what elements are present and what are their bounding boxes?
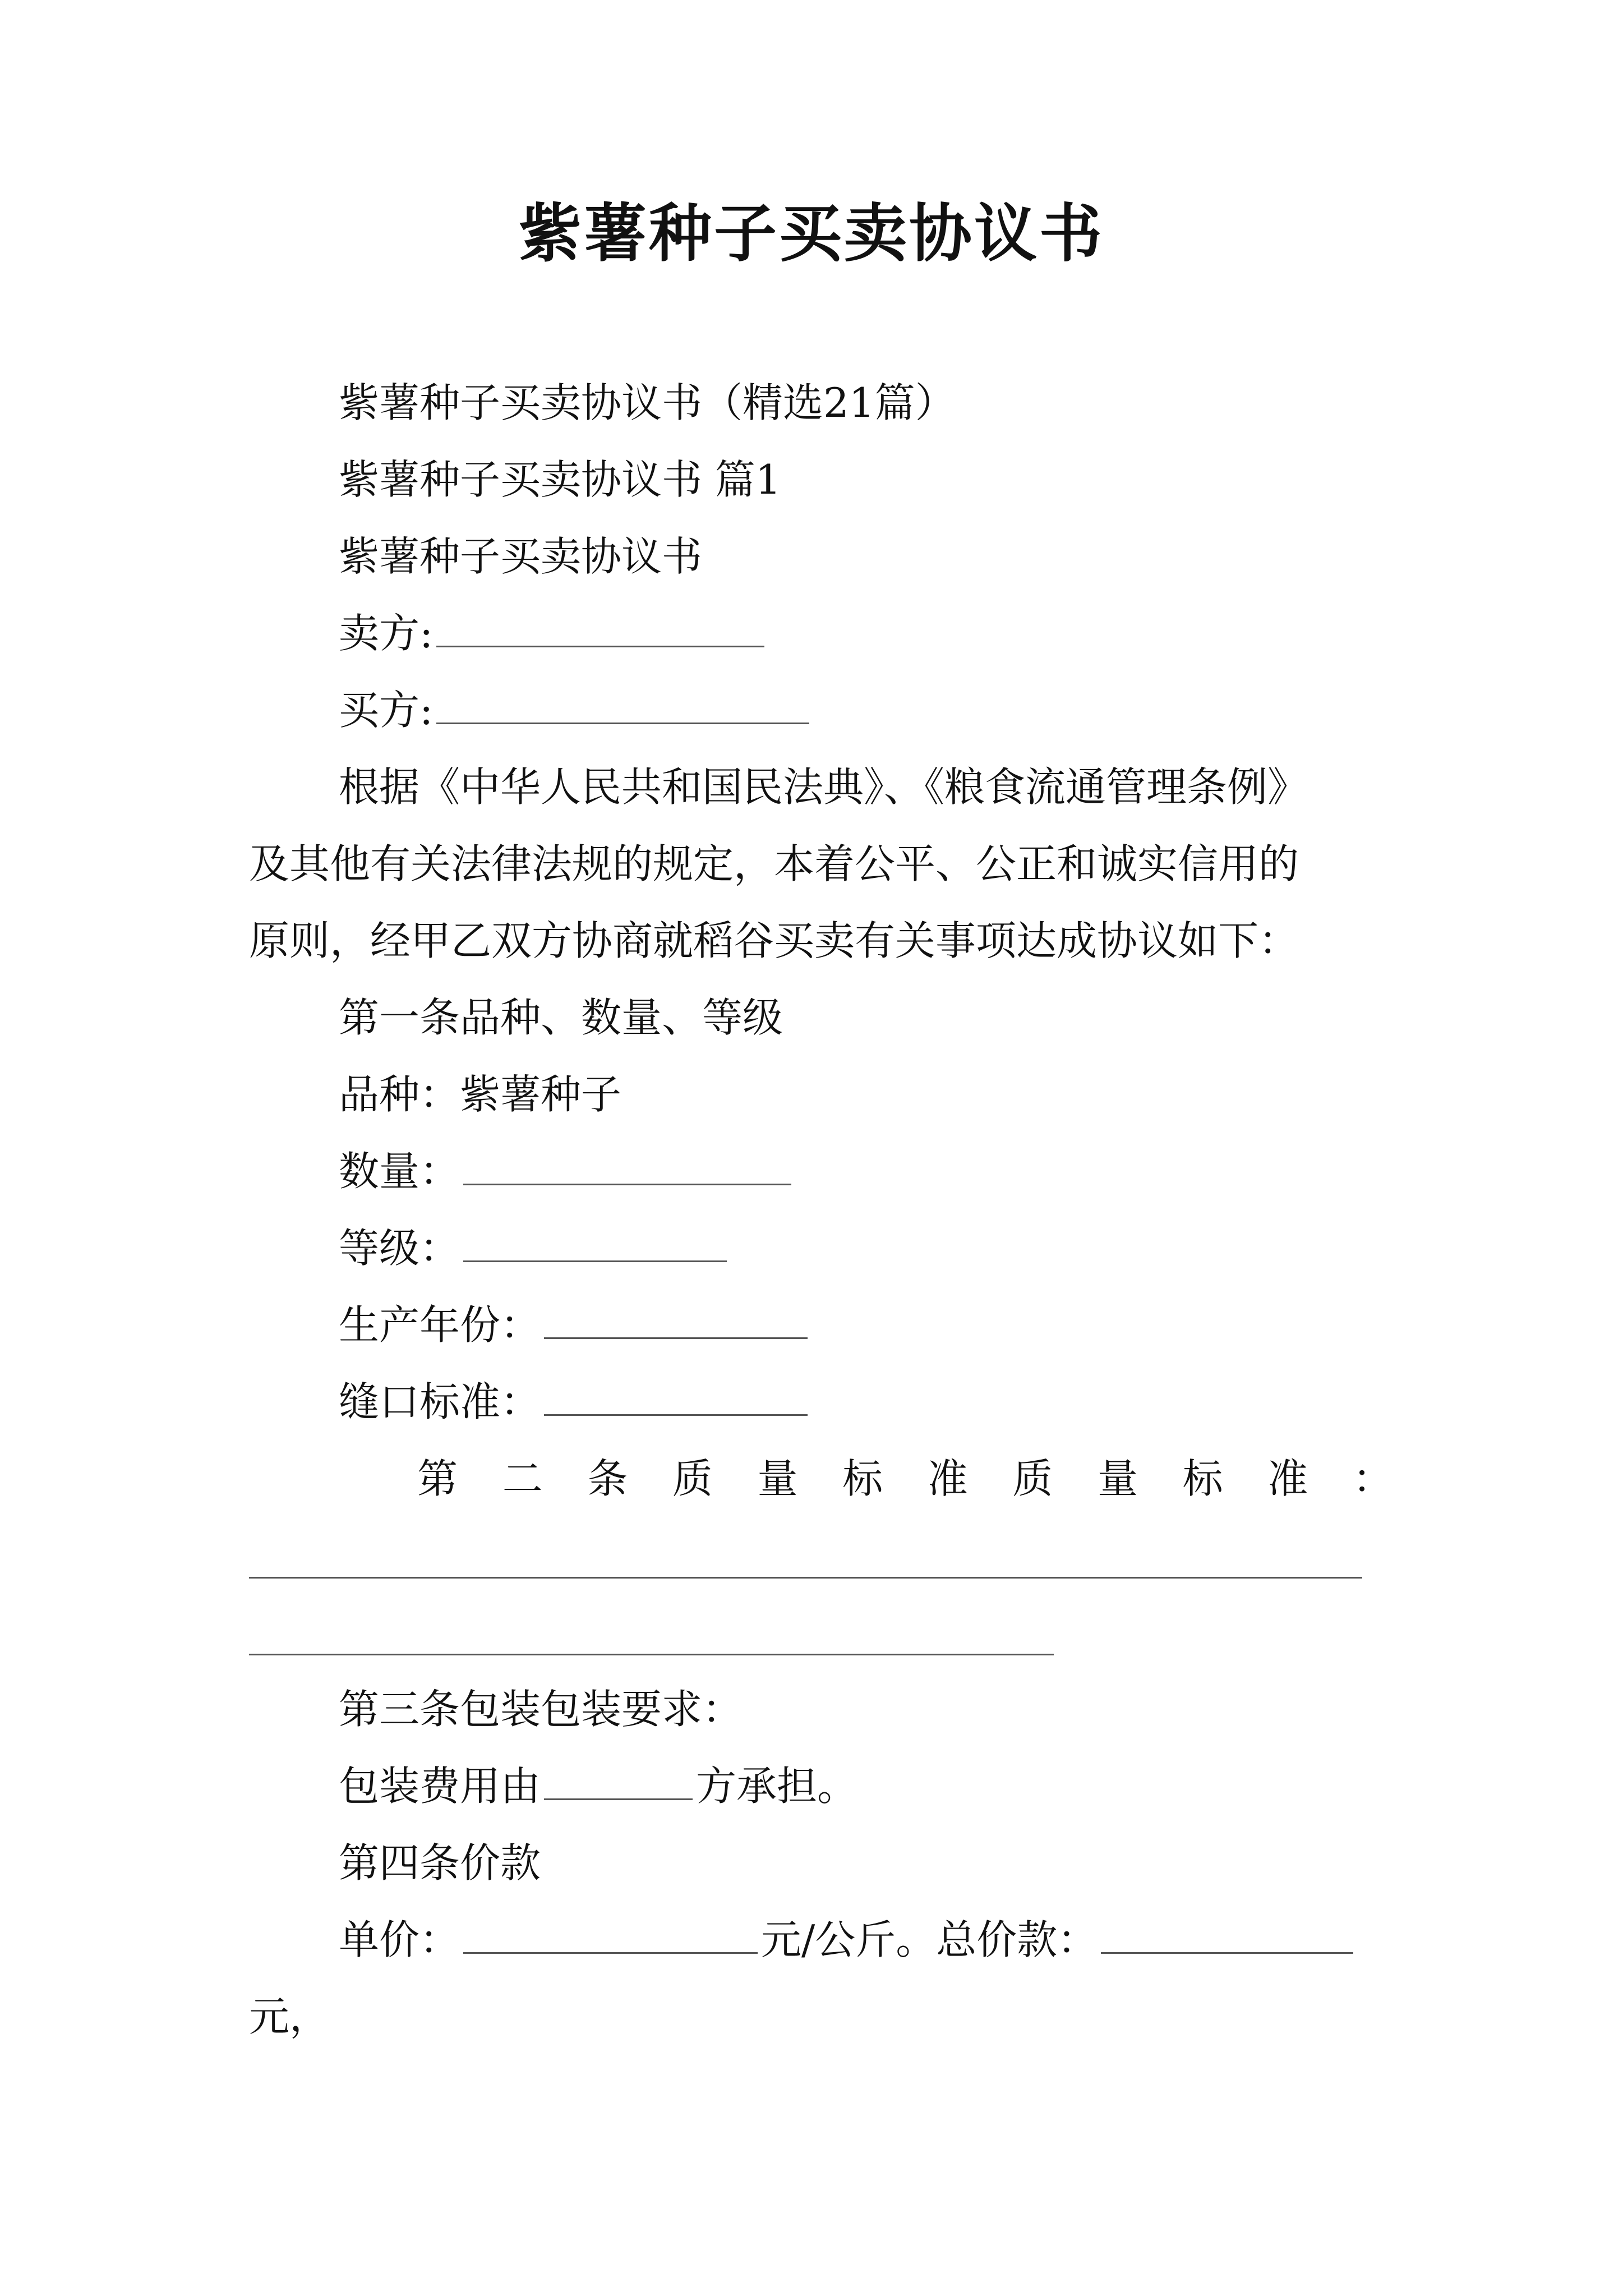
document-title: 紫薯种子买卖协议书: [519, 197, 1104, 270]
quantity-label: 数量：: [339, 1148, 460, 1195]
paragraph-line: 原则，经甲乙双方协商就稻谷买卖有关事项达成协议如下：: [249, 917, 1299, 964]
total-price-label: 元/公斤。总价款：: [761, 1916, 1098, 1963]
seller-line: [249, 595, 1393, 672]
packaging-suffix: 方承担。: [696, 1763, 858, 1810]
article-2-char: 量: [1098, 1455, 1138, 1502]
buyer-blank: [436, 690, 809, 724]
buyer-line: [249, 672, 1393, 749]
year-label: 生产年份：: [339, 1301, 541, 1349]
seller-blank: [436, 613, 764, 647]
article-2-char: 质: [1012, 1455, 1053, 1502]
quantity-blank: [463, 1151, 791, 1185]
article-2-char: 第: [417, 1455, 458, 1502]
seam-blank: [544, 1382, 808, 1416]
unit-price-blank: [463, 1920, 758, 1954]
heading-line: 紫薯种子买卖协议书（精选21篇）: [339, 379, 956, 426]
article-2-char: ：: [1352, 1455, 1393, 1502]
section-heading: 紫薯种子买卖协议书 篇1: [339, 456, 781, 503]
quality-blank-line: [249, 1517, 1393, 1594]
article-2-char: 条: [587, 1455, 628, 1502]
price-end: 元，: [249, 1993, 330, 2040]
grade-blank: [463, 1228, 727, 1262]
paragraph-line: 及其他有关法律法规的规定，本着公平、公正和诚实信用的: [249, 840, 1299, 887]
seam-line: [249, 1364, 1393, 1441]
seam-label: 缝口标准：: [339, 1378, 541, 1425]
article-2-char: 二: [502, 1455, 543, 1502]
article-3-heading: 第三条包装包装要求：: [339, 1686, 743, 1733]
total-price-blank: [1101, 1920, 1353, 1954]
year-line: [249, 1287, 1393, 1364]
quantity-line: [249, 1133, 1393, 1210]
quality-blank-line: [249, 1594, 1393, 1671]
article-1-heading: 第一条品种、数量、等级: [339, 994, 783, 1041]
article-2-char: 标: [842, 1455, 883, 1502]
year-blank: [544, 1305, 808, 1339]
unit-price-label: 单价：: [339, 1916, 460, 1963]
document-body: [249, 365, 1393, 2055]
article-2-char: 量: [757, 1455, 798, 1502]
packaging-line: [249, 1748, 1393, 1825]
grade-line: [249, 1210, 1393, 1287]
grade-label: 等级：: [339, 1225, 460, 1272]
variety-line: 品种：紫薯种子: [339, 1071, 622, 1118]
price-line: [249, 1902, 1393, 1978]
packaging-prefix: 包装费用由: [339, 1763, 541, 1810]
article-2-heading: [249, 1441, 1393, 1517]
seller-label: 卖方:: [339, 610, 434, 657]
article-2-char: 标: [1182, 1455, 1223, 1502]
paragraph-line: 根据《中华人民共和国民法典》、《粮食流通管理条例》: [339, 763, 1308, 811]
section-title: 紫薯种子买卖协议书: [339, 533, 703, 580]
packaging-blank: [544, 1766, 693, 1800]
article-2-char: 准: [1267, 1455, 1308, 1502]
article-4-heading: 第四条价款: [339, 1839, 541, 1887]
article-2-char: 质: [672, 1455, 713, 1502]
buyer-label: 买方:: [339, 687, 434, 734]
article-2-char: 准: [927, 1455, 968, 1502]
